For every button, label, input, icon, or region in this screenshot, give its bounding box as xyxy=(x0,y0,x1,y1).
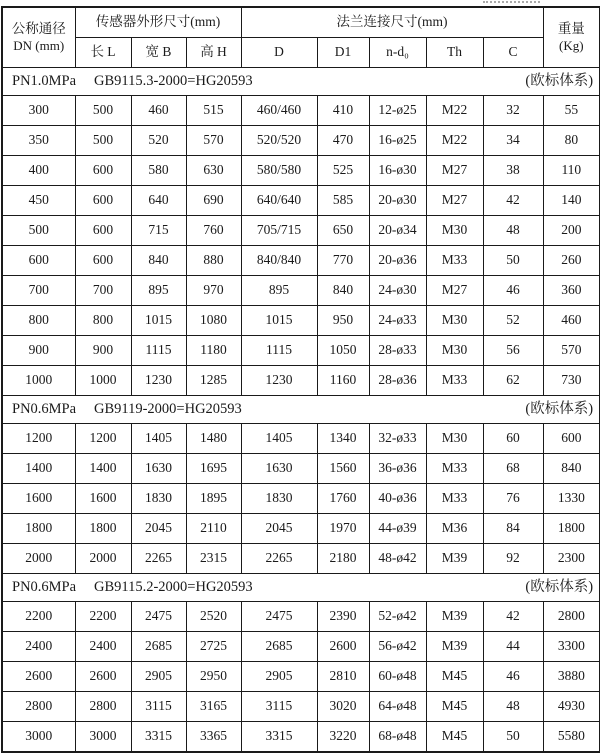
table-cell: 840 xyxy=(543,453,600,483)
table-cell: 56 xyxy=(483,335,543,365)
table-row xyxy=(2,601,600,631)
table-cell: 1400 xyxy=(2,453,75,483)
table-cell: 525 xyxy=(317,155,369,185)
table-cell: M30 xyxy=(426,215,483,245)
table-cell: 4930 xyxy=(543,691,600,721)
table-cell: 110 xyxy=(543,155,600,185)
section-standard-label: GB9115.3-2000=HG20593 xyxy=(94,72,253,89)
header-weight-title: 重量 xyxy=(557,20,585,36)
table-cell: 2000 xyxy=(75,543,131,573)
table-cell: 1000 xyxy=(2,365,75,395)
table-cell: M22 xyxy=(426,95,483,125)
table-cell: 2905 xyxy=(241,661,317,691)
table-cell: M39 xyxy=(426,543,483,573)
table-row xyxy=(2,275,600,305)
table-cell: M30 xyxy=(426,423,483,453)
table-cell: 46 xyxy=(483,275,543,305)
table-cell: 1000 xyxy=(75,365,131,395)
table-cell: 900 xyxy=(75,335,131,365)
table-header xyxy=(2,7,600,67)
table-cell: 2685 xyxy=(131,631,186,661)
header-col-nd0: n-d₀ xyxy=(369,37,426,67)
table-cell: M45 xyxy=(426,661,483,691)
table-cell: 1050 xyxy=(317,335,369,365)
table-cell: 2800 xyxy=(543,601,600,631)
table-cell: M27 xyxy=(426,275,483,305)
table-cell: 20-ø30 xyxy=(369,185,426,215)
table-cell: 2800 xyxy=(2,691,75,721)
section-standard-label: GB9119-2000=HG20593 xyxy=(94,400,242,417)
table-cell: M27 xyxy=(426,155,483,185)
table-cell: 1285 xyxy=(186,365,241,395)
table-cell: 20-ø34 xyxy=(369,215,426,245)
table-cell: 600 xyxy=(2,245,75,275)
table-cell: 2265 xyxy=(241,543,317,573)
table-cell: 2110 xyxy=(186,513,241,543)
table-cell: 600 xyxy=(543,423,600,453)
table-cell: 36-ø36 xyxy=(369,453,426,483)
table-cell: 62 xyxy=(483,365,543,395)
table-cell: 570 xyxy=(186,125,241,155)
table-cell: 705/715 xyxy=(241,215,317,245)
table-cell: 12-ø25 xyxy=(369,95,426,125)
table-cell: 260 xyxy=(543,245,600,275)
table-cell: 2950 xyxy=(186,661,241,691)
table-cell: 640/640 xyxy=(241,185,317,215)
table-cell: 1200 xyxy=(75,423,131,453)
table-cell: 1600 xyxy=(75,483,131,513)
table-cell: 840 xyxy=(131,245,186,275)
table-cell: 28-ø33 xyxy=(369,335,426,365)
table-cell: 55 xyxy=(543,95,600,125)
section-header-row xyxy=(2,67,600,95)
table-cell: 2390 xyxy=(317,601,369,631)
header-dn-subtitle: DN (mm) xyxy=(13,37,65,53)
table-cell: 700 xyxy=(75,275,131,305)
table-cell: M22 xyxy=(426,125,483,155)
header-col-height: 高 H xyxy=(186,37,241,67)
table-cell: 60-ø48 xyxy=(369,661,426,691)
table-cell: 460 xyxy=(131,95,186,125)
table-cell: 520 xyxy=(131,125,186,155)
table-cell: 2300 xyxy=(543,543,600,573)
table-cell: 1405 xyxy=(241,423,317,453)
table-cell: M33 xyxy=(426,453,483,483)
table-cell: 410 xyxy=(317,95,369,125)
table-row xyxy=(2,305,600,335)
table-cell: 950 xyxy=(317,305,369,335)
table-cell: 48-ø42 xyxy=(369,543,426,573)
table-cell: 1480 xyxy=(186,423,241,453)
table-cell: 2800 xyxy=(75,691,131,721)
table-cell: 1630 xyxy=(131,453,186,483)
table-cell: 2810 xyxy=(317,661,369,691)
header-flange-group: 法兰连接尺寸(mm) xyxy=(241,7,543,37)
table-cell: 140 xyxy=(543,185,600,215)
flange-dimension-spec-table xyxy=(1,6,600,753)
section-pressure-label: PN0.6MPa xyxy=(12,400,77,417)
table-cell: M39 xyxy=(426,631,483,661)
table-cell: 1560 xyxy=(317,453,369,483)
table-cell: 5580 xyxy=(543,721,600,752)
table-cell: 2315 xyxy=(186,543,241,573)
table-cell: 760 xyxy=(186,215,241,245)
table-row xyxy=(2,543,600,573)
table-cell: 32 xyxy=(483,95,543,125)
section-standard-label: GB9115.2-2000=HG20593 xyxy=(94,578,253,595)
table-cell: 1800 xyxy=(2,513,75,543)
table-cell: 16-ø30 xyxy=(369,155,426,185)
table-cell: 2475 xyxy=(241,601,317,631)
table-cell: 650 xyxy=(317,215,369,245)
table-cell: M33 xyxy=(426,365,483,395)
table-cell: 3000 xyxy=(75,721,131,752)
table-row xyxy=(2,245,600,275)
section-header-cell xyxy=(2,395,600,423)
table-cell: 690 xyxy=(186,185,241,215)
table-cell: 48 xyxy=(483,691,543,721)
table-cell: 840/840 xyxy=(241,245,317,275)
table-cell: 64-ø48 xyxy=(369,691,426,721)
table-cell: 600 xyxy=(75,185,131,215)
table-cell: 2000 xyxy=(2,543,75,573)
table-cell: 38 xyxy=(483,155,543,185)
table-row xyxy=(2,423,600,453)
table-cell: 1630 xyxy=(241,453,317,483)
table-cell: 1600 xyxy=(2,483,75,513)
table-cell: 1340 xyxy=(317,423,369,453)
table-cell: 3220 xyxy=(317,721,369,752)
table-cell: 50 xyxy=(483,245,543,275)
table-cell: M45 xyxy=(426,691,483,721)
table-cell: 1400 xyxy=(75,453,131,483)
table-cell: 2265 xyxy=(131,543,186,573)
table-cell: 630 xyxy=(186,155,241,185)
table-cell: 2600 xyxy=(2,661,75,691)
table-cell: 730 xyxy=(543,365,600,395)
table-cell: M27 xyxy=(426,185,483,215)
table-cell: 600 xyxy=(75,245,131,275)
table-cell: 2045 xyxy=(131,513,186,543)
top-edge-artifact xyxy=(483,1,540,3)
header-sensor-group: 传感器外形尺寸(mm) xyxy=(75,7,241,37)
header-group-row xyxy=(2,7,600,37)
section-note-label: (欧标体系) xyxy=(525,400,594,417)
table-cell: 3020 xyxy=(317,691,369,721)
table-cell: 2200 xyxy=(2,601,75,631)
table-cell: 2400 xyxy=(2,631,75,661)
table-cell: 600 xyxy=(75,215,131,245)
section-header-cell xyxy=(2,573,600,601)
table-cell: 48 xyxy=(483,215,543,245)
table-cell: 1115 xyxy=(131,335,186,365)
table-cell: M30 xyxy=(426,305,483,335)
table-cell: 300 xyxy=(2,95,75,125)
table-cell: 3000 xyxy=(2,721,75,752)
table-cell: 1015 xyxy=(131,305,186,335)
table-cell: 1830 xyxy=(241,483,317,513)
table-cell: 1080 xyxy=(186,305,241,335)
table-row xyxy=(2,661,600,691)
table-cell: 56-ø42 xyxy=(369,631,426,661)
header-col-th: Th xyxy=(426,37,483,67)
header-col-length: 长 L xyxy=(75,37,131,67)
table-cell: 3315 xyxy=(241,721,317,752)
table-cell: 80 xyxy=(543,125,600,155)
table-row xyxy=(2,483,600,513)
header-col-c: C xyxy=(483,37,543,67)
table-cell: M33 xyxy=(426,483,483,513)
table-row xyxy=(2,365,600,395)
table-cell: 200 xyxy=(543,215,600,245)
table-cell: 1970 xyxy=(317,513,369,543)
table-cell: 580 xyxy=(131,155,186,185)
table-cell: 2685 xyxy=(241,631,317,661)
table-cell: 500 xyxy=(75,125,131,155)
table-cell: 460/460 xyxy=(241,95,317,125)
header-weight-subtitle: (Kg) xyxy=(559,37,584,53)
table-cell: M36 xyxy=(426,513,483,543)
header-col-width: 宽 B xyxy=(131,37,186,67)
table-cell: 1160 xyxy=(317,365,369,395)
table-cell: 84 xyxy=(483,513,543,543)
header-dn xyxy=(2,7,75,67)
table-cell: 3315 xyxy=(131,721,186,752)
table-cell: 1800 xyxy=(543,513,600,543)
table-cell: 52 xyxy=(483,305,543,335)
table-cell: 450 xyxy=(2,185,75,215)
table-cell: 32-ø33 xyxy=(369,423,426,453)
table-row xyxy=(2,215,600,245)
table-row xyxy=(2,691,600,721)
table-cell: 1230 xyxy=(241,365,317,395)
table-cell: 2725 xyxy=(186,631,241,661)
table-cell: 470 xyxy=(317,125,369,155)
table-cell: 3115 xyxy=(241,691,317,721)
table-body xyxy=(2,67,600,752)
table-cell: 52-ø42 xyxy=(369,601,426,631)
table-cell: 42 xyxy=(483,601,543,631)
section-header-cell xyxy=(2,67,600,95)
table-cell: 3115 xyxy=(131,691,186,721)
table-cell: 1895 xyxy=(186,483,241,513)
table-cell: M45 xyxy=(426,721,483,752)
table-cell: 28-ø36 xyxy=(369,365,426,395)
table-cell: 3300 xyxy=(543,631,600,661)
table-cell: 3365 xyxy=(186,721,241,752)
table-cell: 42 xyxy=(483,185,543,215)
table-cell: 715 xyxy=(131,215,186,245)
table-cell: 1330 xyxy=(543,483,600,513)
table-cell: 770 xyxy=(317,245,369,275)
table-cell: 2180 xyxy=(317,543,369,573)
table-cell: 580/580 xyxy=(241,155,317,185)
table-cell: 500 xyxy=(2,215,75,245)
table-cell: 895 xyxy=(241,275,317,305)
table-cell: 1015 xyxy=(241,305,317,335)
table-cell: 1180 xyxy=(186,335,241,365)
table-row xyxy=(2,335,600,365)
table-cell: 800 xyxy=(75,305,131,335)
table-cell: 880 xyxy=(186,245,241,275)
table-row xyxy=(2,453,600,483)
section-note-label: (欧标体系) xyxy=(525,72,594,89)
table-cell: 1800 xyxy=(75,513,131,543)
table-cell: 585 xyxy=(317,185,369,215)
table-cell: 68 xyxy=(483,453,543,483)
section-header-row xyxy=(2,395,600,423)
table-cell: 970 xyxy=(186,275,241,305)
header-sub-row xyxy=(2,37,600,67)
table-cell: 350 xyxy=(2,125,75,155)
table-cell: 600 xyxy=(75,155,131,185)
table-cell: 2200 xyxy=(75,601,131,631)
table-row xyxy=(2,513,600,543)
table-cell: 46 xyxy=(483,661,543,691)
table-cell: 1230 xyxy=(131,365,186,395)
table-cell: 24-ø33 xyxy=(369,305,426,335)
table-row xyxy=(2,721,600,752)
table-cell: 500 xyxy=(75,95,131,125)
table-cell: 1760 xyxy=(317,483,369,513)
table-row xyxy=(2,185,600,215)
table-cell: 44-ø39 xyxy=(369,513,426,543)
table-cell: 2400 xyxy=(75,631,131,661)
table-cell: 515 xyxy=(186,95,241,125)
table-cell: 34 xyxy=(483,125,543,155)
table-cell: 460 xyxy=(543,305,600,335)
table-cell: 50 xyxy=(483,721,543,752)
table-cell: 2905 xyxy=(131,661,186,691)
table-cell: 840 xyxy=(317,275,369,305)
table-cell: 2475 xyxy=(131,601,186,631)
table-cell: 1200 xyxy=(2,423,75,453)
table-cell: 900 xyxy=(2,335,75,365)
table-row xyxy=(2,631,600,661)
table-cell: 1405 xyxy=(131,423,186,453)
table-cell: 800 xyxy=(2,305,75,335)
section-header-row xyxy=(2,573,600,601)
table-cell: 2045 xyxy=(241,513,317,543)
table-cell: 1695 xyxy=(186,453,241,483)
table-cell: 700 xyxy=(2,275,75,305)
table-cell: M33 xyxy=(426,245,483,275)
header-dn-title: 公称通径 xyxy=(11,20,66,36)
table-cell: M30 xyxy=(426,335,483,365)
table-cell: 20-ø36 xyxy=(369,245,426,275)
header-weight xyxy=(543,7,600,67)
section-note-label: (欧标体系) xyxy=(525,578,594,595)
header-col-d: D xyxy=(241,37,317,67)
section-pressure-label: PN1.0MPa xyxy=(12,72,77,89)
table-cell: 640 xyxy=(131,185,186,215)
table-cell: 92 xyxy=(483,543,543,573)
table-row xyxy=(2,125,600,155)
table-cell: 400 xyxy=(2,155,75,185)
table-cell: 895 xyxy=(131,275,186,305)
table-cell: M39 xyxy=(426,601,483,631)
table-cell: 1830 xyxy=(131,483,186,513)
table-cell: 16-ø25 xyxy=(369,125,426,155)
table-cell: 2520 xyxy=(186,601,241,631)
table-cell: 570 xyxy=(543,335,600,365)
table-cell: 76 xyxy=(483,483,543,513)
header-col-d1: D1 xyxy=(317,37,369,67)
table-cell: 520/520 xyxy=(241,125,317,155)
table-cell: 60 xyxy=(483,423,543,453)
table-cell: 3880 xyxy=(543,661,600,691)
table-cell: 1115 xyxy=(241,335,317,365)
section-pressure-label: PN0.6MPa xyxy=(12,578,77,595)
table-cell: 2600 xyxy=(317,631,369,661)
table-row xyxy=(2,155,600,185)
table-cell: 40-ø36 xyxy=(369,483,426,513)
table-cell: 360 xyxy=(543,275,600,305)
table-cell: 24-ø30 xyxy=(369,275,426,305)
table-cell: 2600 xyxy=(75,661,131,691)
table-cell: 3165 xyxy=(186,691,241,721)
table-cell: 44 xyxy=(483,631,543,661)
table-row xyxy=(2,95,600,125)
table-cell: 68-ø48 xyxy=(369,721,426,752)
